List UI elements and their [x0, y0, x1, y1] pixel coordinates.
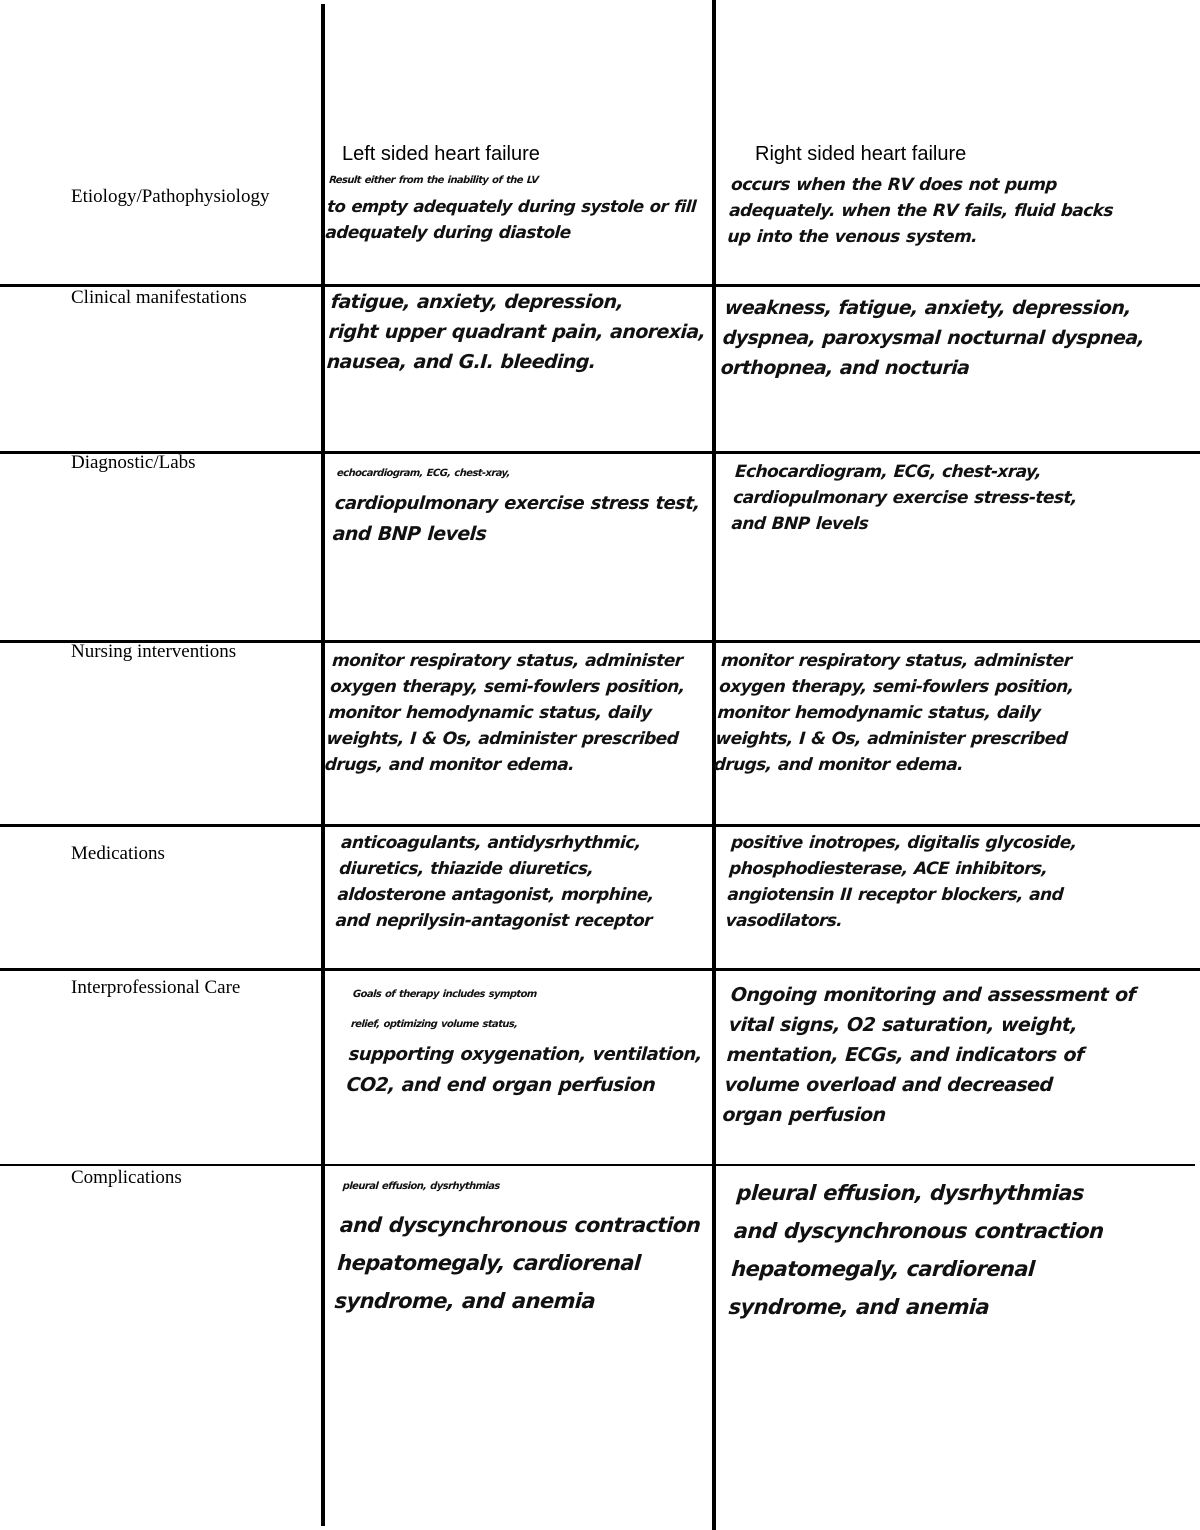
- handwritten-line: phosphodiesterase, ACE inhibitors,: [728, 859, 1049, 879]
- row-label-clinical-manifestations: Clinical manifestations: [71, 287, 247, 308]
- handwritten-line: positive inotropes, digitalis glycoside,: [730, 833, 1078, 853]
- row-label-etiology: Etiology/Pathophysiology: [71, 186, 270, 207]
- handwritten-line: hepatomegaly, cardiorenal: [730, 1257, 1036, 1281]
- handwritten-line: vital signs, O2 saturation, weight,: [728, 1014, 1078, 1036]
- handwritten-line: oxygen therapy, semi-fowlers position,: [329, 677, 686, 697]
- grid-divider-horizontal-4: [0, 824, 1200, 827]
- handwritten-line: and dyscynchronous contraction: [733, 1219, 1105, 1243]
- handwritten-line: occurs when the RV does not pump: [730, 175, 1058, 195]
- handwritten-line: drugs, and monitor edema.: [713, 755, 964, 775]
- handwritten-line: cardiopulmonary exercise stress test,: [334, 493, 701, 514]
- handwritten-line: orthopnea, and nocturia: [719, 357, 971, 379]
- handwritten-line: monitor respiratory status, administer: [720, 651, 1073, 671]
- handwritten-line: Result either from the inability of the LV: [328, 175, 539, 186]
- handwritten-line: adequately during diastole: [324, 223, 572, 243]
- cell-etiology-left: [325, 168, 699, 246]
- handwritten-line: diuretics, thiazide diuretics,: [338, 859, 595, 879]
- handwritten-line: anticoagulants, antidysrhythmic,: [340, 833, 642, 853]
- handwritten-line: and dyscynchronous contraction: [339, 1213, 702, 1237]
- cell-diagnostic-right: [731, 459, 1080, 537]
- handwritten-line: dyspnea, paroxysmal nocturnal dyspnea,: [722, 327, 1145, 349]
- cell-diagnostic-left: [332, 459, 703, 549]
- handwritten-line: weakness, fatigue, anxiety, depression,: [724, 297, 1132, 319]
- cell-clinical-left: [326, 287, 709, 377]
- cell-etiology-right: [727, 172, 1116, 250]
- cell-nursing-left: [324, 648, 687, 778]
- handwritten-line: supporting oxygenation, ventilation,: [348, 1044, 703, 1065]
- row-label-medications: Medications: [71, 843, 165, 864]
- cell-complications-right: [727, 1174, 1107, 1326]
- handwritten-line: pleural effusion, dysrhythmias: [735, 1181, 1085, 1205]
- handwritten-line: pleural effusion, dysrhythmias: [342, 1181, 501, 1192]
- cell-interprofessional-left: [346, 980, 708, 1100]
- handwritten-line: adequately. when the RV fails, fluid backs: [728, 201, 1114, 221]
- handwritten-line: Echocardiogram, ECG, chest-xray,: [734, 462, 1042, 482]
- grid-divider-horizontal-6: [0, 1164, 1195, 1166]
- handwritten-line: mentation, ECGs, and indicators of: [725, 1044, 1085, 1066]
- handwritten-line: organ perfusion: [721, 1104, 887, 1126]
- handwritten-line: vasodilators.: [724, 911, 843, 931]
- cell-clinical-right: [720, 293, 1148, 383]
- column-header-right: Right sided heart failure: [755, 143, 967, 165]
- handwritten-line: syndrome, and anemia: [333, 1289, 596, 1313]
- handwritten-line: right upper quadrant pain, anorexia,: [328, 321, 707, 343]
- handwritten-line: weights, I & Os, administer prescribed: [325, 729, 679, 749]
- handwritten-line: monitor hemodynamic status, daily: [327, 703, 652, 723]
- handwritten-line: syndrome, and anemia: [727, 1295, 990, 1319]
- handwritten-line: Goals of therapy includes symptom: [352, 989, 537, 1000]
- column-header-left: Left sided heart failure: [342, 143, 540, 165]
- cell-medications-right: [725, 830, 1078, 934]
- handwritten-line: echocardiogram, ECG, chest-xray,: [336, 468, 511, 479]
- handwritten-line: volume overload and decreased: [723, 1074, 1054, 1096]
- cell-nursing-right: [713, 648, 1076, 778]
- handwritten-line: Ongoing monitoring and assessment of: [730, 984, 1137, 1006]
- handwritten-line: up into the venous system.: [726, 227, 978, 247]
- grid-divider-horizontal-5: [0, 968, 1200, 971]
- handwritten-line: relief, optimizing volume status,: [350, 1019, 518, 1030]
- row-label-complications: Complications: [71, 1167, 182, 1188]
- cell-interprofessional-right: [722, 980, 1137, 1130]
- handwritten-line: drugs, and monitor edema.: [324, 755, 575, 775]
- row-label-nursing-interventions: Nursing interventions: [71, 641, 237, 662]
- cell-complications-left: [333, 1168, 704, 1320]
- handwritten-line: nausea, and G.I. bleeding.: [325, 351, 597, 373]
- row-label-diagnostic-labs: Diagnostic/Labs: [71, 452, 196, 473]
- handwritten-line: cardiopulmonary exercise stress-test,: [732, 488, 1078, 508]
- row-label-interprofessional-care: Interprofessional Care: [71, 977, 241, 998]
- handwritten-line: angiotensin II receptor blockers, and: [726, 885, 1064, 905]
- handwritten-line: CO2, and end organ perfusion: [345, 1074, 657, 1096]
- handwritten-line: and BNP levels: [730, 514, 869, 534]
- handwritten-line: aldosterone antagonist, morphine,: [336, 885, 655, 905]
- handwritten-line: monitor hemodynamic status, daily: [716, 703, 1041, 723]
- handwritten-line: weights, I & Os, administer prescribed: [714, 729, 1068, 749]
- cell-medications-left: [335, 830, 659, 934]
- handwritten-line: to empty adequately during systole or fill: [326, 197, 697, 216]
- handwritten-line: monitor respiratory status, administer: [331, 651, 684, 671]
- handwritten-line: and BNP levels: [331, 523, 488, 545]
- handwritten-line: and neprilysin-antagonist receptor: [334, 911, 653, 931]
- handwritten-line: oxygen therapy, semi-fowlers position,: [718, 677, 1075, 697]
- handwritten-line: hepatomegaly, cardiorenal: [336, 1251, 642, 1275]
- handwritten-line: fatigue, anxiety, depression,: [330, 291, 624, 313]
